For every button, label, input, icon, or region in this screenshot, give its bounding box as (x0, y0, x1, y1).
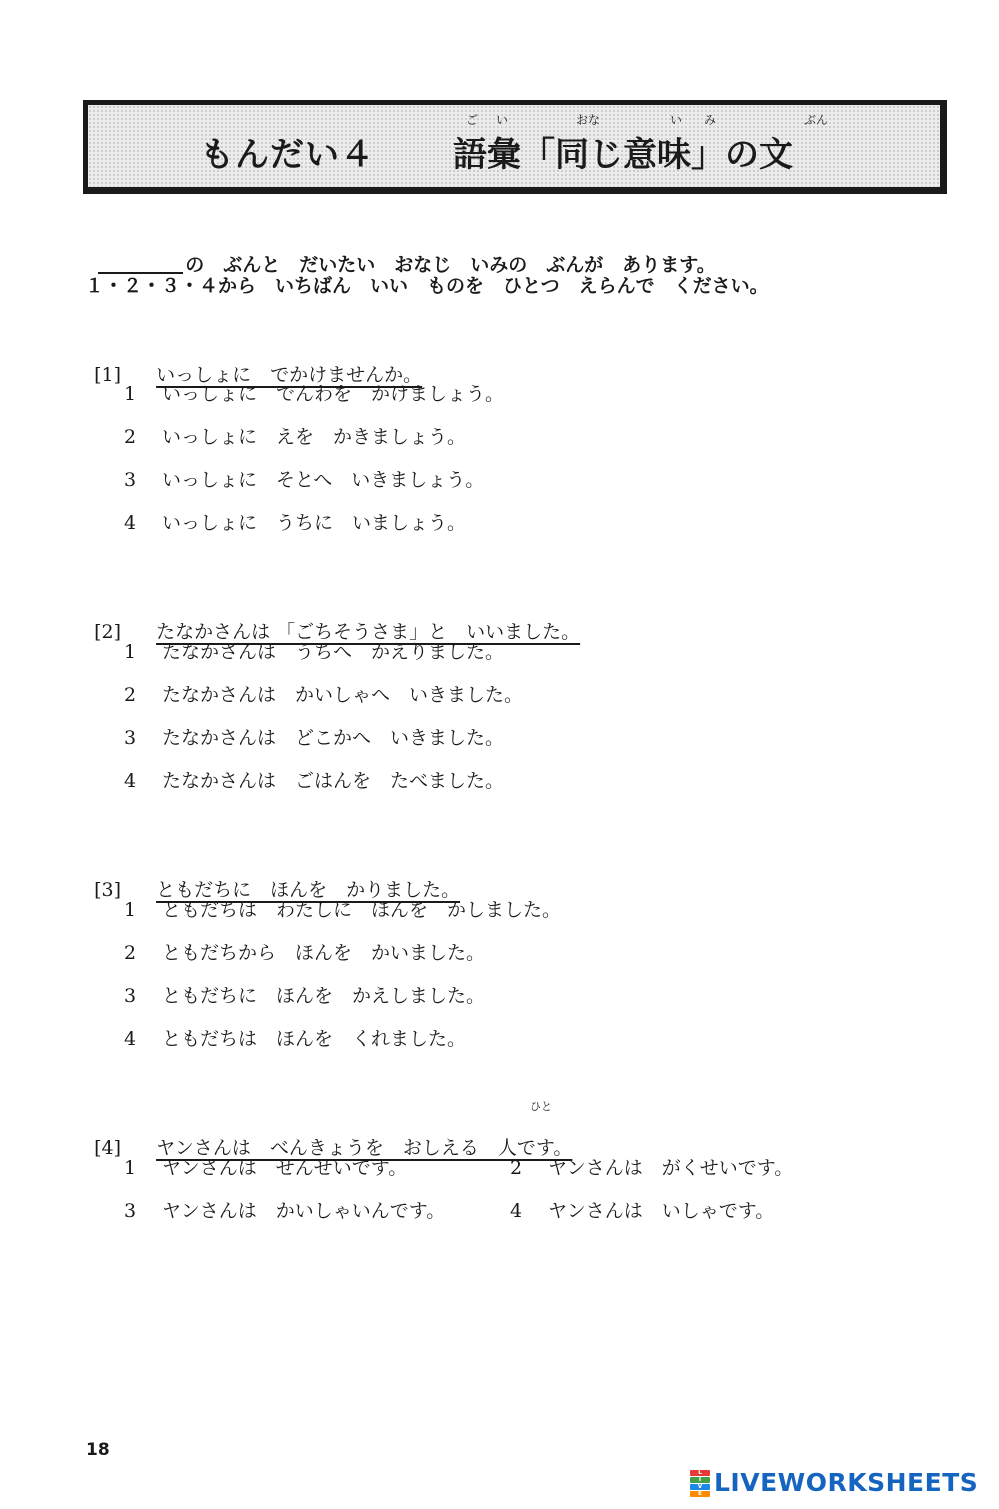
logo-letter: I (690, 1477, 710, 1483)
option[interactable]: 4 ともだちは ほんを くれました。 (124, 1028, 467, 1050)
title-box (83, 100, 947, 194)
question-stem: ヤンさんは べんきょうを おしえる 人です。 (156, 1137, 573, 1159)
question-number: [3] (94, 879, 122, 901)
liveworksheets-icon (690, 1470, 710, 1496)
question-number: [2] (94, 621, 122, 643)
option[interactable]: 1 ヤンさんは せんせいです。 (124, 1157, 408, 1179)
option[interactable]: 1 たなかさんは うちへ かえりました。 (124, 641, 505, 663)
option[interactable]: 4 いっしょに うちに いましょう。 (124, 512, 467, 534)
instruction-line-2: １・２・３・４から いちばん いい ものを ひとつ えらんで ください。 (85, 275, 769, 297)
title-ruby: い (496, 113, 509, 127)
logo-letter: E (690, 1491, 710, 1497)
option[interactable]: 2 ともだちから ほんを かいました。 (124, 942, 486, 964)
page-number: 18 (86, 1440, 110, 1460)
title-ruby: おな (576, 113, 601, 127)
title-ruby: い (670, 113, 683, 127)
option[interactable]: 2 いっしょに えを かきましょう。 (124, 426, 467, 448)
option[interactable]: 1 いっしょに でんわを かけましょう。 (124, 383, 505, 405)
title-ruby: み (704, 113, 717, 127)
question-number: [1] (94, 364, 122, 386)
stem-ruby: ひと (530, 1100, 552, 1113)
option[interactable]: 3 たなかさんは どこかへ いきました。 (124, 727, 505, 749)
title-label: もんだい４ (200, 135, 375, 175)
option[interactable]: 1 ともだちは わたしに ほんを かしました。 (124, 899, 562, 921)
instruction-line-1: の ぶんと だいたい おなじ いみの ぶんが あります。 (85, 228, 716, 277)
question-number: [4] (94, 1137, 122, 1159)
question-stem: たなかさんは 「ごちそうさま」と いいました。 (156, 621, 581, 643)
option[interactable]: 2 ヤンさんは がくせいです。 (510, 1157, 794, 1179)
logo-letter: L (690, 1470, 710, 1476)
question-stem: ともだちに ほんを かりました。 (156, 879, 461, 901)
option[interactable]: 3 ヤンさんは かいしゃいんです。 (124, 1200, 446, 1222)
title-ruby: ぶん (804, 113, 829, 127)
liveworksheets-text: LIVEWORKSHEETS (714, 1468, 979, 1497)
liveworksheets-logo (690, 1468, 978, 1497)
option[interactable]: 2 たなかさんは かいしゃへ いきました。 (124, 684, 524, 706)
logo-letter: V (690, 1484, 710, 1490)
option[interactable]: 4 ヤンさんは いしゃです。 (510, 1200, 775, 1222)
title-ruby: ご (466, 113, 479, 127)
title-heading: 語彙「同じ意味」の文 (453, 135, 793, 175)
option[interactable]: 3 ともだちに ほんを かえしました。 (124, 985, 486, 1007)
question-stem: いっしょに でかけませんか。 (156, 364, 423, 386)
option[interactable]: 4 たなかさんは ごはんを たべました。 (124, 770, 505, 792)
option[interactable]: 3 いっしょに そとへ いきましょう。 (124, 469, 485, 491)
